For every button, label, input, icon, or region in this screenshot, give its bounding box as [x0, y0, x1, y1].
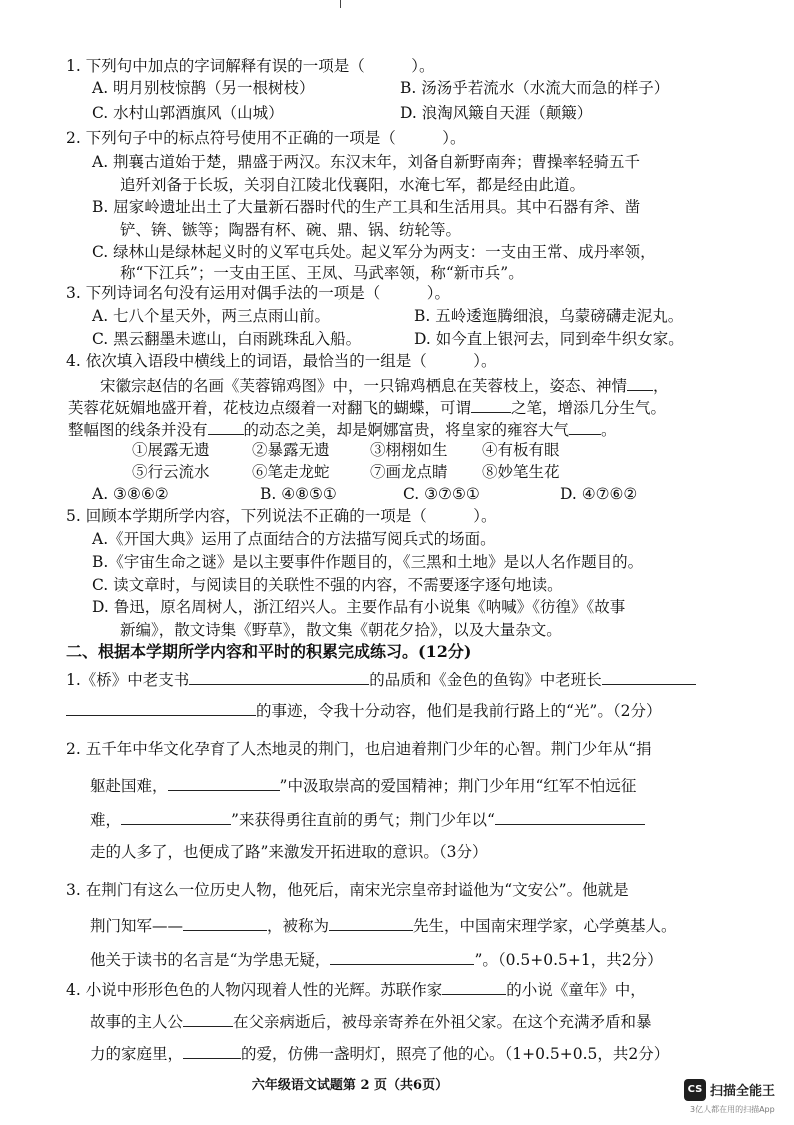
q4-blank-3[interactable] [208, 418, 244, 435]
s4-blank-1[interactable] [442, 978, 506, 995]
s4-text: 的小说《童年》中， [506, 981, 646, 999]
q3-option-d: D. 如今直上银河去，同到牵牛织女家。 [414, 330, 684, 348]
q5-option-b: B.《宇宙生命之谜》是以主要事件作题目的，《三黑和土地》是以人名作题目的。 [92, 553, 644, 571]
s4-blank-3[interactable] [183, 1042, 241, 1059]
q3-option-b: B. 五岭逶迤腾细浪，乌蒙磅礴走泥丸。 [414, 307, 684, 325]
s1-text: 的事迹，令我十分动容，他们是我前行路上的“光”。（2分） [256, 702, 662, 720]
q4-passage-text: 芙蓉花妩媚地盛开着，花枝边点缀着一对翻飞的蝴蝶，可谓 [68, 399, 472, 417]
s2-text: ”中汲取崇高的爱国精神；荆门少年用“红军不怕远征 [279, 777, 637, 795]
q1-option-c: C. 水村山郭酒旗风（山城） [92, 104, 284, 122]
q4-blank-4[interactable] [569, 418, 601, 435]
s2-line2 [90, 774, 636, 796]
q4-option-b: B. ④⑧⑤① [260, 485, 337, 503]
q3-option-a: A. 七八个星天外，两三点雨山前。 [92, 307, 331, 325]
s3-line1: 3. 在荆门有这么一位历史人物，他死后，南宋光宗皇帝封谥他为“文安公”。他就是 [66, 881, 629, 899]
s2-blank-2[interactable] [121, 808, 231, 825]
q1-option-a: A. 明月别枝惊鹊（另一根树枝） [92, 79, 315, 97]
s4-text: 故事的主人公 [90, 1013, 184, 1031]
q1-stem: 1. 下列句中加点的字词解释有误的一项是（ ）。 [66, 57, 435, 75]
top-crop-mark [340, 0, 341, 8]
q3-stem: 3. 下列诗词名句没有运用对偶手法的一项是（ ）。 [66, 284, 450, 302]
q4-word-option: ⑥笔走龙蛇 [252, 463, 330, 481]
q5-option-a: A.《开国大典》运用了点面结合的方法描写阅兵式的场面。 [92, 530, 496, 548]
s4-line1 [66, 978, 646, 1000]
q2-option-c-line1: C. 绿林山是绿林起义时的义军屯兵处。起义军分为两支：一支由王常、成丹率领， [92, 243, 656, 261]
q5-stem: 5. 回顾本学期所学内容，下列说法不正确的一项是（ ）。 [66, 507, 497, 525]
s2-line4: 走的人多了，也便成了路”来激发开拓进取的意识。（3分） [90, 843, 488, 861]
s3-line2 [90, 914, 677, 936]
q2-option-a-line2: 追歼刘备于长坂，关羽自江陵北伐襄阳，水淹七军，都是经由此道。 [120, 176, 586, 194]
s1-line1 [66, 668, 696, 690]
s3-text: 先生，中国南宋理学家，心学奠基人。 [413, 917, 677, 935]
s2-text: 躯赴国难， [90, 777, 168, 795]
q3-option-c: C. 黑云翻墨未遮山，白雨跳珠乱入船。 [92, 330, 362, 348]
q2-stem: 2. 下列句子中的标点符号使用不正确的一项是（ ）。 [66, 129, 466, 147]
s1-blank-2-continued[interactable] [66, 699, 256, 716]
camscanner-tagline: 3亿人都在用的扫描App [690, 1105, 775, 1114]
camscanner-logo-icon: CS [684, 1079, 706, 1101]
q2-option-b-line2: 铲、锛、镞等；陶器有杯、碗、鼎、锅、纺轮等。 [120, 221, 462, 239]
camscanner-name: 扫描全能王 [710, 1084, 776, 1099]
q4-passage-line3 [68, 418, 617, 440]
q4-word-option: ⑦画龙点睛 [370, 463, 448, 481]
q4-passage-text: ， [653, 377, 669, 395]
s2-line3 [90, 808, 645, 830]
q4-blank-1[interactable] [627, 374, 653, 391]
s3-blank-3[interactable] [330, 948, 474, 965]
s3-blank-1[interactable] [183, 914, 267, 931]
q4-passage-text: 宋徽宗赵佶的名画《芙蓉锦鸡图》中，一只锦鸡栖息在芙蓉枝上，姿态、神情 [100, 377, 628, 395]
s1-line2 [66, 699, 661, 721]
s4-text: 在父亲病逝后，被母亲寄养在外祖父家。在这个充满矛盾和暴 [233, 1013, 652, 1031]
s3-text: 他关于读书的名言是“为学患无疑， [90, 951, 331, 969]
q2-option-b-line1: B. 屈家岭遗址出土了大量新石器时代的生产工具和生活用具。其中石器有斧、凿 [92, 198, 641, 216]
q4-passage-text: 的动态之美，却是婀娜富贵，将皇家的雍容大气 [243, 421, 570, 439]
q4-passage-text: 。 [601, 421, 617, 439]
q4-word-option: ④有板有眼 [482, 441, 560, 459]
section-2-title: 二、根据本学期所学内容和平时的积累完成练习。(12分) [66, 642, 472, 661]
s3-text: ”。（0.5+0.5+1，共2分） [474, 951, 663, 969]
s2-line1: 2. 五千年中华文化孕育了人杰地灵的荆门，也启迪着荆门少年的心智。荆门少年从“捐 [66, 740, 652, 758]
s4-text: 的爱，仿佛一盏明灯，照亮了他的心。（1+0.5+0.5，共2分） [241, 1045, 670, 1063]
s2-text: 难， [90, 811, 122, 829]
s2-text: ”来获得勇往直前的勇气；荆门少年以“ [231, 811, 495, 829]
s4-blank-2[interactable] [183, 1010, 233, 1027]
q5-option-d-line1: D. 鲁迅，原名周树人，浙江绍兴人。主要作品有小说集《呐喊》《彷徨》《故事 [92, 598, 626, 616]
q4-word-option: ⑧妙笔生花 [482, 463, 560, 481]
q4-passage-text: 整幅图的线条并没有 [68, 421, 208, 439]
q4-option-d: D. ④⑦⑥② [560, 485, 638, 503]
q2-option-a-line1: A. 荆襄古道始于楚，鼎盛于两汉。东汉末年，刘备自新野南奔；曹操率轻骑五千 [92, 153, 641, 171]
q4-option-a: A. ③⑧⑥② [92, 485, 169, 503]
s3-text: ，被称为 [267, 917, 330, 935]
s2-blank-3[interactable] [495, 808, 645, 825]
q4-passage-line1 [100, 374, 669, 396]
s4-text: 4. 小说中形形色色的人物闪现着人性的光辉。苏联作家 [66, 981, 443, 999]
q4-word-option: ②暴露无遗 [252, 441, 330, 459]
s4-line2 [90, 1010, 652, 1032]
q1-option-d: D. 浪淘风簸自天涯（颠簸） [400, 104, 593, 122]
s4-text: 力的家庭里， [90, 1045, 184, 1063]
s2-blank-1[interactable] [168, 774, 280, 791]
s1-blank-2[interactable] [602, 668, 696, 685]
s1-blank-1[interactable] [189, 668, 369, 685]
q4-stem: 4. 依次填入语段中横线上的词语，最恰当的一组是（ ）。 [66, 352, 497, 370]
q4-word-option: ⑤行云流水 [132, 463, 210, 481]
q4-word-option: ①展露无遗 [132, 441, 210, 459]
q4-blank-2[interactable] [471, 396, 511, 413]
q4-option-c: C. ③⑦⑤① [403, 485, 480, 503]
s3-blank-2[interactable] [329, 914, 413, 931]
page-footer: 六年级语文试题第 2 页（共6页） [251, 1078, 449, 1093]
q5-option-c: C. 读文章时，与阅读目的关联性不强的内容，不需要逐字逐句地读。 [92, 576, 563, 594]
q4-passage-line2 [68, 396, 666, 418]
s3-text: 荆门知军—— [90, 917, 184, 935]
s1-text: 的品质和《金色的鱼钩》中老班长 [369, 671, 602, 689]
q2-option-c-line2: 称“下江兵”；一支由王匡、王凤、马武率领，称“新市兵”。 [120, 264, 524, 282]
s1-text: 1.《桥》中老支书 [66, 671, 190, 689]
s3-line3 [90, 948, 663, 970]
q4-passage-text: 之笔，增添几分生气。 [511, 399, 667, 417]
s4-line3 [90, 1042, 669, 1064]
q1-option-b: B. 汤汤乎若流水（水流大而急的样子） [400, 79, 670, 97]
q5-option-d-line2: 新编》，散文诗集《野草》，散文集《朝花夕拾》，以及大量杂文。 [120, 621, 562, 639]
q4-word-option: ③栩栩如生 [370, 441, 448, 459]
